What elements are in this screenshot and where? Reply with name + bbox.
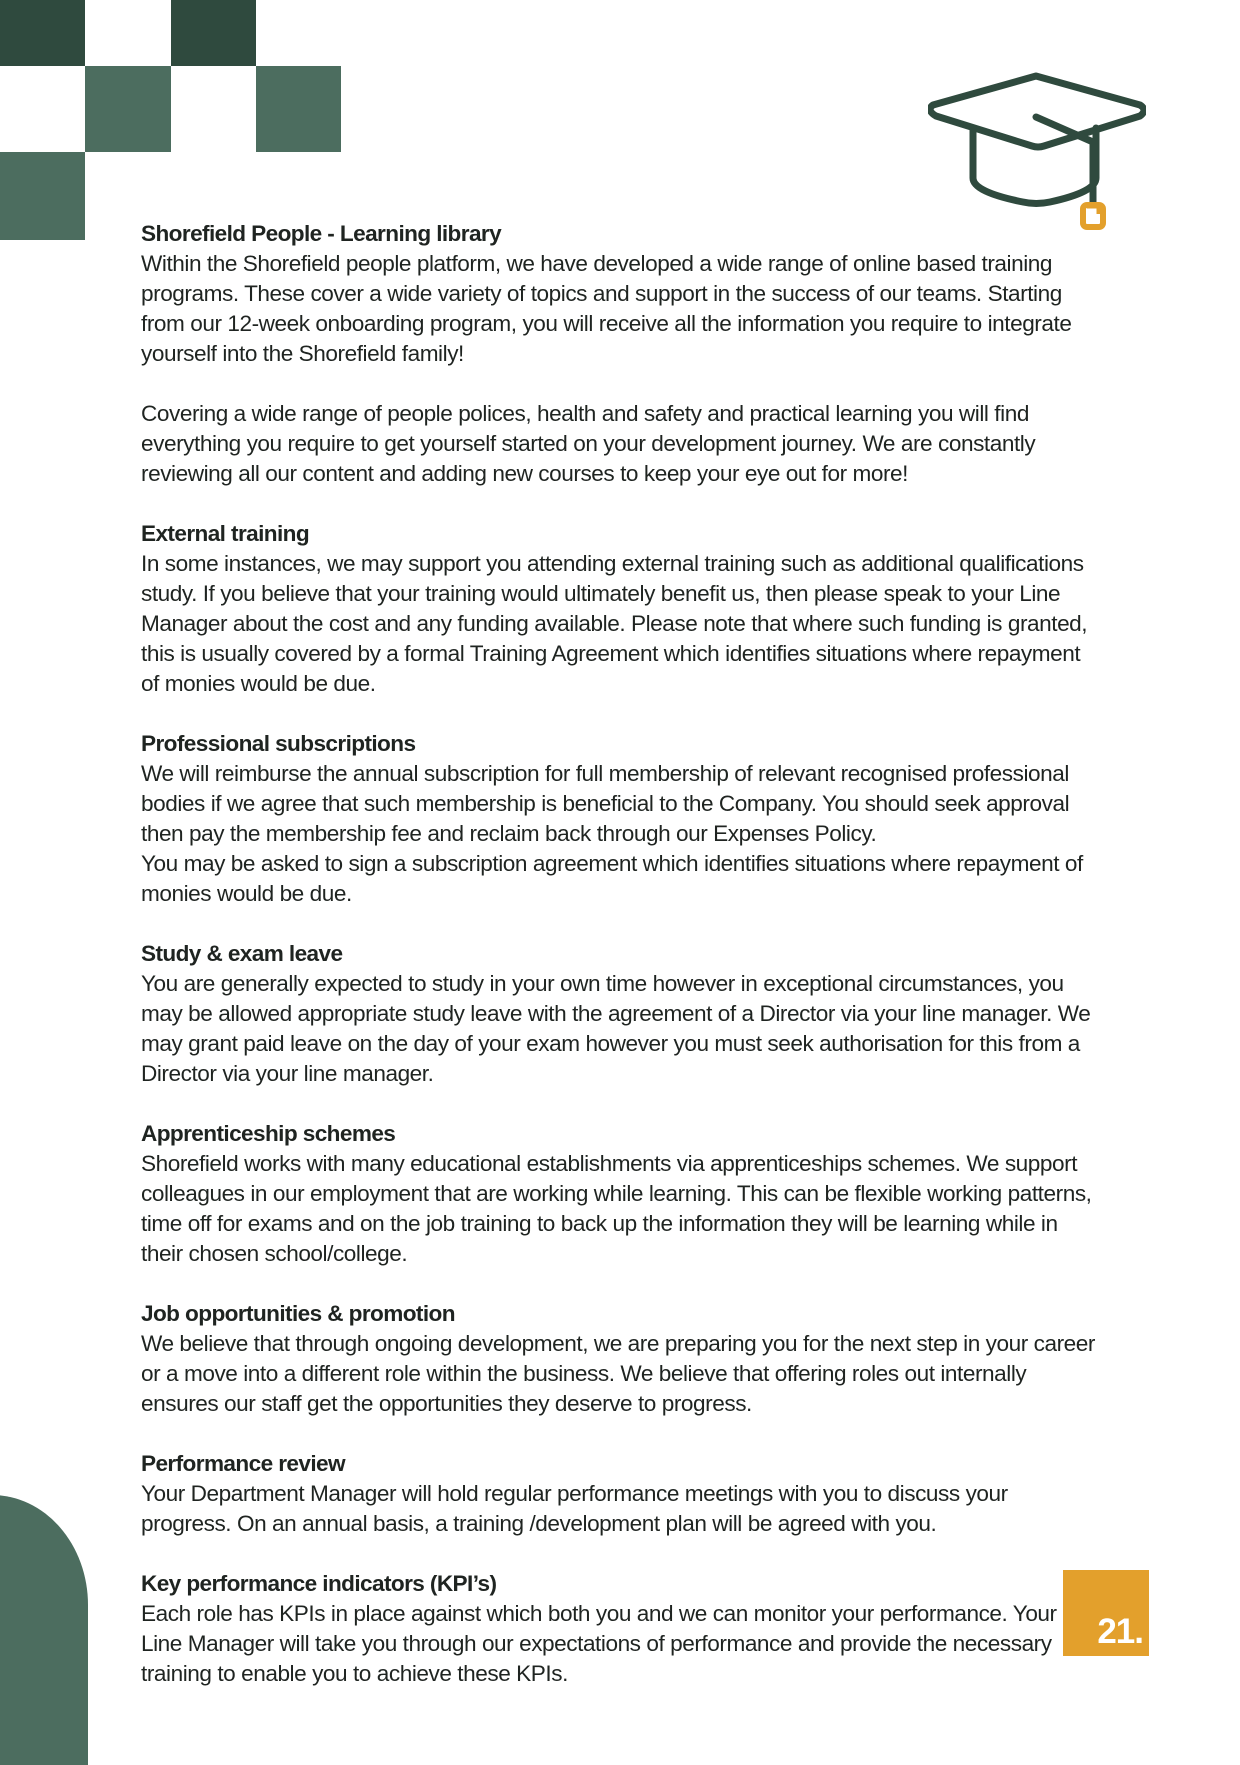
section-apprenticeship-schemes xyxy=(141,1119,1101,1269)
section-paragraph: Within the Shorefield people platform, we have developed a wide range of online based training programs. These cover a wide variety of topics and support in the success of our teams. Starting from our 12-week onboarding program, you will receive all the information you require to integrate yourself into the Shorefield family! xyxy=(141,251,1072,366)
section-study-exam-leave xyxy=(141,939,1101,1089)
section-heading: External training xyxy=(141,521,310,546)
document-body xyxy=(141,219,1101,1719)
section-kpis xyxy=(141,1569,1101,1689)
decor-square-1 xyxy=(0,0,85,66)
section-heading: Professional subscriptions xyxy=(141,731,416,756)
section-paragraph: Shorefield works with many educational establishments via apprenticeships schemes. We support colleagues in our employment that are working while learning. This can be flexible working patterns, time off for exams and on the job training to back up the information they will be learning while in their chosen school/college. xyxy=(141,1151,1092,1266)
section-paragraph: You are generally expected to study in your own time however in exceptional circumstances, you may be allowed appropriate study leave with the agreement of a Director via your line manager. We may grant paid leave on the day of your exam however you must seek authorisation for this from a Director via your line manager. xyxy=(141,971,1091,1086)
decor-square-3 xyxy=(85,66,171,152)
section-paragraph: Each role has KPIs in place against which both you and we can monitor your performance. Your Line Manager will take you through our expectations of performance and provide the necessary training to enable you to achieve these KPIs. xyxy=(141,1601,1057,1686)
section-learning-library xyxy=(141,219,1101,489)
section-heading: Apprenticeship schemes xyxy=(141,1121,396,1146)
section-job-opportunities xyxy=(141,1299,1101,1419)
section-paragraph: Your Department Manager will hold regular performance meetings with you to discuss your progress. On an annual basis, a training /development plan will be agreed with you. xyxy=(141,1481,1008,1536)
section-heading: Performance review xyxy=(141,1451,345,1476)
section-external-training xyxy=(141,519,1101,699)
section-paragraph: You may be asked to sign a subscription agreement which identifies situations where repayment of monies would be due. xyxy=(141,851,1083,906)
page-number-badge xyxy=(1063,1570,1149,1656)
decor-arc xyxy=(0,1495,88,1765)
graduation-cap-icon xyxy=(928,70,1146,238)
section-paragraph: We will reimburse the annual subscription for full membership of relevant recognised professional bodies if we agree that such membership is beneficial to the Company. You should seek approval then pay the membership fee and reclaim back through our Expenses Policy. xyxy=(141,761,1070,846)
section-heading: Study & exam leave xyxy=(141,941,343,966)
section-paragraph: We believe that through ongoing development, we are preparing you for the next step in your career or a move into a different role within the business. We believe that offering roles out internally ensures our staff get the opportunities they deserve to progress. xyxy=(141,1331,1095,1416)
section-professional-subscriptions xyxy=(141,729,1101,909)
section-heading: Job opportunities & promotion xyxy=(141,1301,455,1326)
section-paragraph: In some instances, we may support you attending external training such as additional qualifications study. If you believe that your training would ultimately benefit us, then please speak to your Line Manager about the cost and any funding available. Please note that where such funding is granted, this is usually covered by a formal Training Agreement which identifies situations where repayment of monies would be due. xyxy=(141,551,1088,696)
section-heading: Shorefield People - Learning library xyxy=(141,221,502,246)
section-paragraph: Covering a wide range of people polices, health and safety and practical learning you will find everything you require to get yourself started on your development journey. We are constantly reviewing all our content and adding new courses to keep your eye out for more! xyxy=(141,401,1036,486)
decor-square-2 xyxy=(171,0,256,66)
section-heading: Key performance indicators (KPI’s) xyxy=(141,1571,497,1596)
decor-square-4 xyxy=(256,66,341,152)
decor-square-5 xyxy=(0,152,85,240)
section-performance-review xyxy=(141,1449,1101,1539)
page-number: 21. xyxy=(1097,1612,1143,1651)
